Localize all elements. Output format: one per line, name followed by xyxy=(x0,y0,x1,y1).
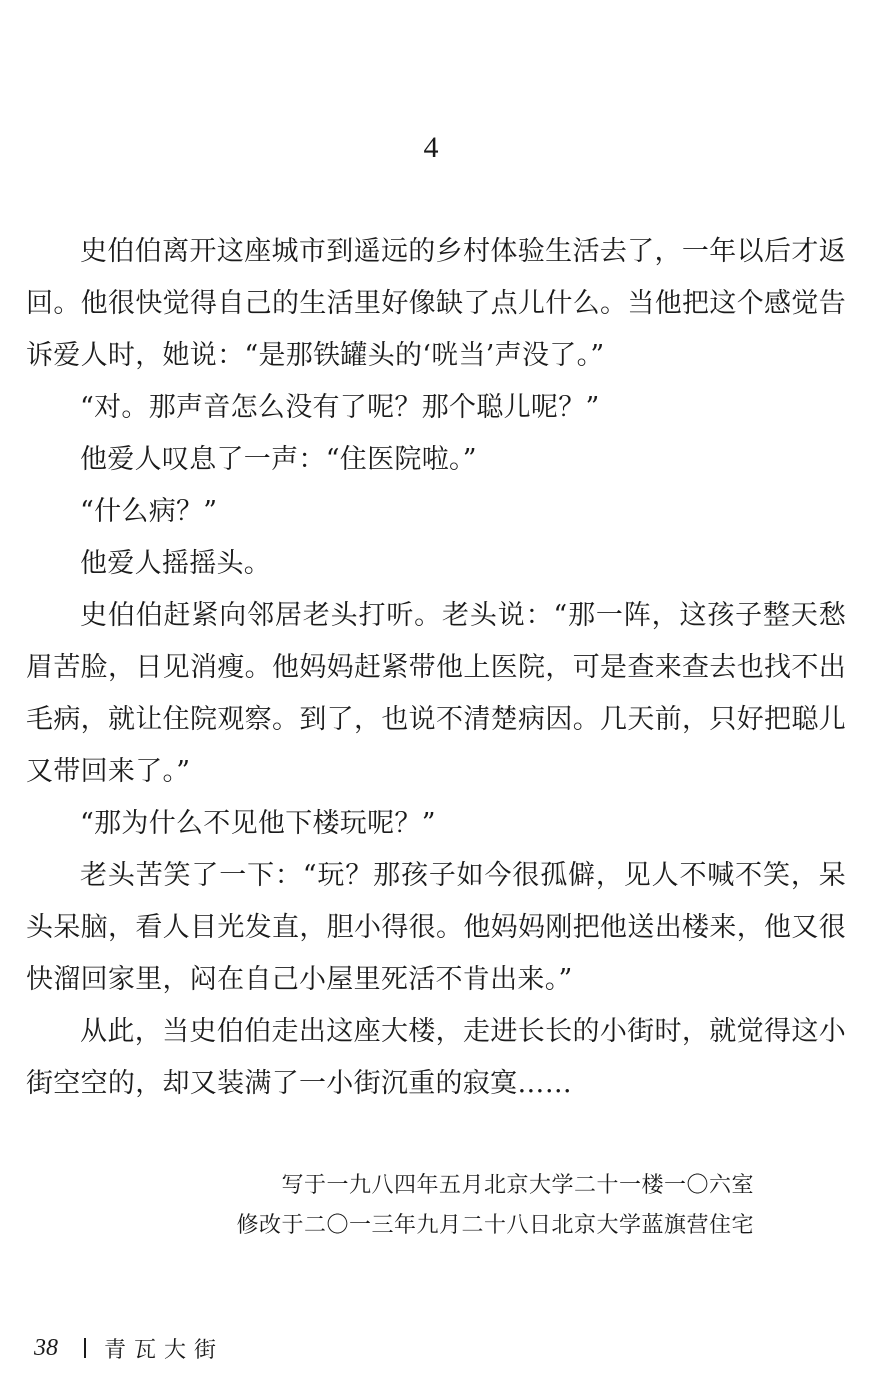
paragraph: 从此，当史伯伯走出这座大楼，走进长长的小街时，就觉得这小街空空的，却又装满了一小街沉重的寂寞…… xyxy=(26,1016,846,1099)
revised-note: 修改于二〇一三年九月二十八日北京大学蓝旗营住宅 xyxy=(236,1213,754,1238)
paragraph: 老头苦笑了一下：“玩？那孩子如今很孤僻，见人不喊不笑，呆头呆脑，看人目光发直，胆小得很。他妈妈刚把他送出楼来，他又很快溜回家里，闷在自己小屋里死活不肯出来。” xyxy=(26,860,846,995)
book-title: 青瓦大街 xyxy=(104,1337,225,1363)
page-number: 38 xyxy=(34,1335,58,1361)
paragraph: “什么病？” xyxy=(80,496,218,527)
chapter-number: 4 xyxy=(423,131,439,164)
paragraph: 史伯伯离开这座城市到遥远的乡村体验生活去了，一年以后才返回。他很快觉得自己的生活里好像缺了点儿什么。当他把这个感觉告诉爱人时，她说：“是那铁罐头的‘咣当’声没了。” xyxy=(26,236,846,371)
paragraph: “那为什么不见他下楼玩呢？” xyxy=(80,808,436,839)
paragraph: “对。那声音怎么没有了呢？那个聪儿呢？” xyxy=(80,392,600,423)
paragraph: 他爱人叹息了一声：“住医院啦。” xyxy=(80,444,477,475)
paragraph: 史伯伯赶紧向邻居老头打听。老头说：“那一阵，这孩子整天愁眉苦脸，日见消瘦。他妈妈赶紧带他上医院，可是查来查去也找不出毛病，就让住院观察。到了，也说不清楚病因。几天前，只好把聪儿又带回来了。” xyxy=(26,600,846,787)
written-note: 写于一九八四年五月北京大学二十一楼一〇六室 xyxy=(281,1173,754,1198)
paragraph: 他爱人摇摇头。 xyxy=(80,548,272,579)
page-footer xyxy=(34,1330,224,1366)
footer-divider xyxy=(84,1338,86,1358)
author-signoff xyxy=(236,1166,754,1246)
story-text xyxy=(26,226,846,1110)
